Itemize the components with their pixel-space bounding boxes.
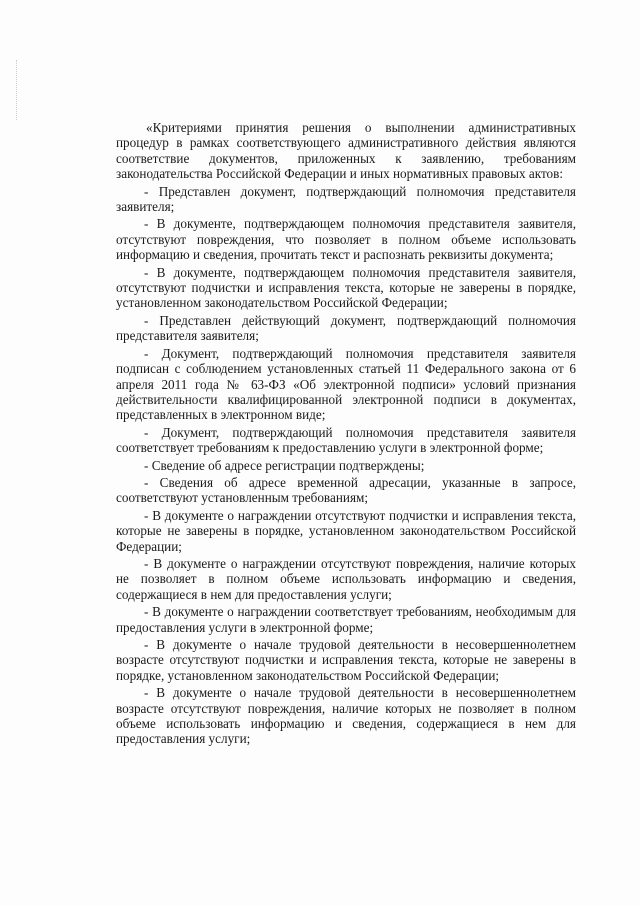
criterion-paragraph: - В документе о начале трудовой деятельности в несовершеннолетнем возрасте отсутствуют подчистки и исправления текста, которые не заверены в порядке, установленном законодательством Российской Федерации; bbox=[116, 637, 576, 683]
criterion-paragraph: - В документе, подтверждающем полномочия представителя заявителя, отсутствуют повреждения, что позволяет в полном объеме использовать информацию и сведения, прочитать текст и распознать реквизиты документа; bbox=[116, 216, 576, 263]
criterion-paragraph: - Сведение об адресе регистрации подтверждены; bbox=[144, 457, 425, 473]
criterion-paragraph: - В документе о начале трудовой деятельности в несовершеннолетнем возрасте отсутствуют повреждения, наличие которых не позволяет в полном объеме использовать информацию и сведения, содержащиеся в нем для предоставления услуги; bbox=[116, 685, 576, 747]
criterion-paragraph: - Документ, подтверждающий полномочия представителя заявителя подписан с соблюдением установленных статьей 11 Федерального закона от 6 апреля 2011 года № 63-ФЗ «Об электронной подписи» условий признания действительности квалифицированной электронной подписи в документах, представленных в электронном виде; bbox=[116, 345, 576, 423]
margin-scan-marks bbox=[16, 60, 19, 120]
criterion-paragraph: - Документ, подтверждающий полномочия представителя заявителя соответствует требованиям к предоставлению услуги в электронной форме; bbox=[116, 424, 576, 456]
criterion-paragraph: - Представлен документ, подтверждающий полномочия представителя заявителя; bbox=[116, 183, 576, 215]
criterion-paragraph: - В документе о награждении отсутствуют подчистки и исправления текста, которые не заверены в порядке, установленном законодательством Российской Федерации; bbox=[116, 507, 576, 554]
criterion-paragraph: - В документе о награждении соответствует требованиям, необходимым для предоставления услуги в электронной форме; bbox=[116, 604, 576, 635]
criterion-paragraph: - В документе, подтверждающем полномочия представителя заявителя, отсутствуют подчистки и исправления текста, которые не заверены в порядке, установленном законодательством Российской Федерации; bbox=[116, 264, 576, 311]
criteria-intro-paragraph: «Критериями принятия решения о выполнении административных процедур в рамках соответствующего административного действия являются соответствие документов, приложенных к заявлению, требованиям законодательства Российской Федерации и иных нормативных правовых актов: bbox=[116, 120, 576, 182]
criterion-paragraph: - Представлен действующий документ, подтверждающий полномочия представителя заявителя; bbox=[116, 312, 576, 344]
criterion-paragraph: - Сведения об адресе временной адресации, указанные в запросе, соответствуют установленным требованиям; bbox=[116, 474, 576, 506]
criterion-paragraph: - В документе о награждении отсутствуют повреждения, наличие которых не позволяет в полном объеме использовать информацию и сведения, содержащиеся в нем для предоставления услуги; bbox=[116, 555, 576, 602]
document-body bbox=[116, 120, 576, 749]
